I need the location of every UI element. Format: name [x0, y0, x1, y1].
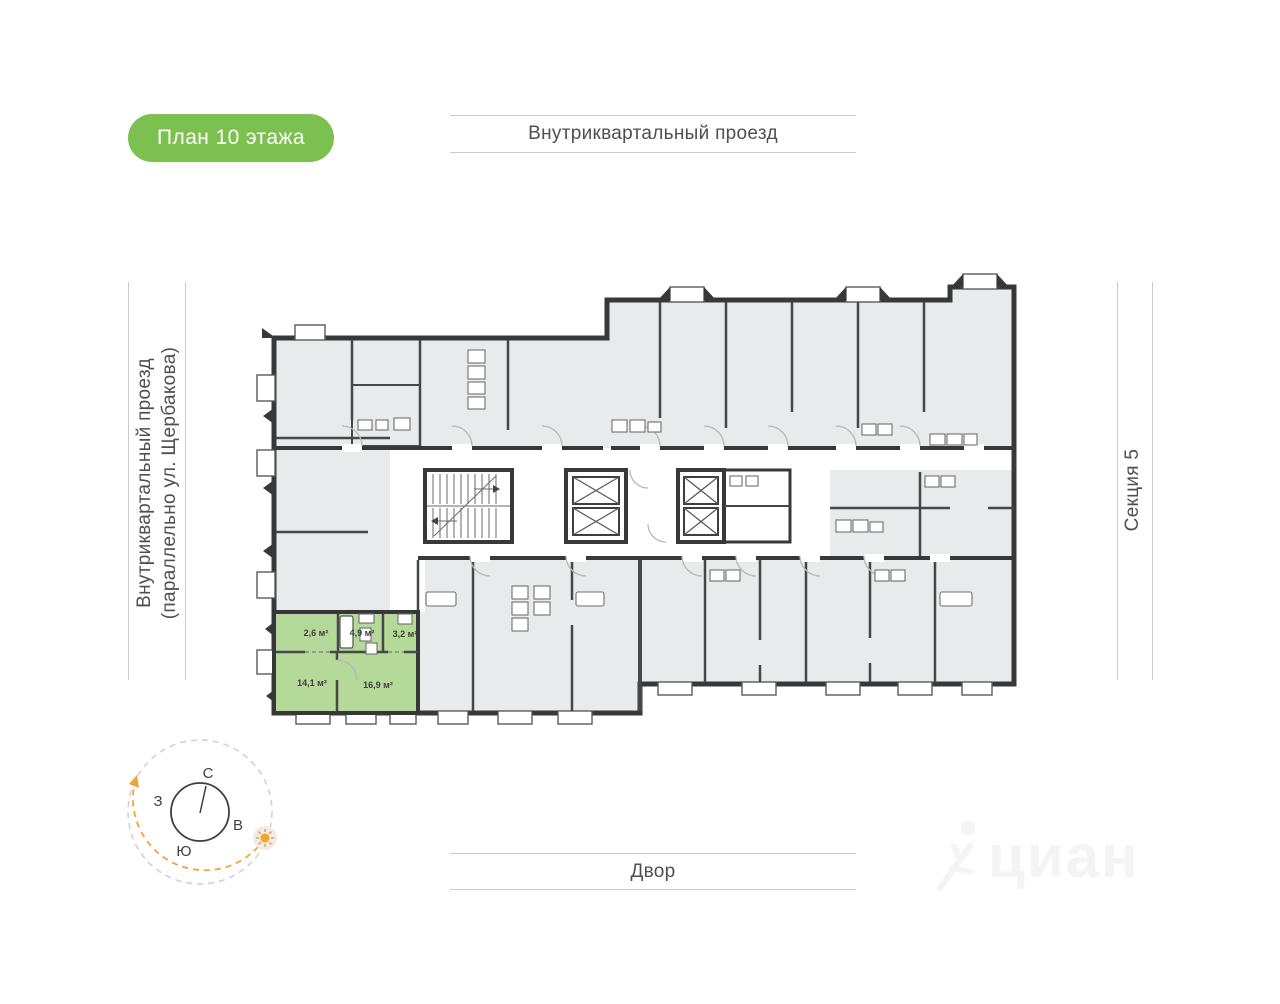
- window-sill: [742, 682, 776, 695]
- bay-window: [670, 287, 704, 302]
- window-sill: [898, 682, 932, 695]
- room-area-label: 14,1 м²: [297, 678, 327, 688]
- room-area-label: 16,9 м²: [363, 680, 393, 690]
- elevator-shaft: [684, 477, 718, 504]
- watermark-brand: циан: [988, 822, 1140, 890]
- balcony: [257, 450, 275, 476]
- balcony: [257, 572, 275, 598]
- sun-icon: [256, 829, 274, 847]
- room-area-label: 3,2 м²: [392, 629, 418, 639]
- elevator-shaft: [573, 477, 619, 504]
- compass-west: З: [153, 793, 163, 810]
- cabinet: [398, 614, 412, 624]
- balcony: [257, 375, 275, 401]
- sink: [359, 614, 374, 623]
- washer: [366, 643, 377, 654]
- left-road-text-1: Внутриквартальный проезд: [134, 358, 155, 608]
- highlighted-apartment[interactable]: [274, 612, 418, 713]
- floor-badge-label: План 10 этажа: [157, 126, 305, 149]
- elevator-shaft: [684, 508, 718, 535]
- elevator-shaft: [573, 508, 619, 535]
- room-area-label: 4,9 м²: [349, 628, 375, 638]
- bay-window: [846, 287, 880, 302]
- left-road-text-2: (параллельно ул. Щербакова): [159, 346, 180, 620]
- watermark-figure-icon: [930, 816, 988, 896]
- compass-east: В: [232, 817, 244, 834]
- watermark: [930, 816, 1139, 896]
- section-text: Секция 5: [1122, 448, 1143, 532]
- compass-south: Ю: [176, 843, 192, 860]
- window-sill: [962, 682, 992, 695]
- yard-text: Двор: [630, 860, 676, 882]
- window-sill: [498, 711, 532, 724]
- compass: [128, 740, 277, 884]
- window-sill: [558, 711, 592, 724]
- window-sill: [438, 711, 468, 724]
- top-road-text: Внутриквартальный проезд: [528, 123, 778, 144]
- window-sill: [658, 682, 692, 695]
- bay-window: [963, 274, 997, 289]
- window-sill: [826, 682, 860, 695]
- compass-north: С: [202, 765, 214, 782]
- bay-window: [295, 325, 325, 340]
- sun-path-arrow: [129, 775, 139, 788]
- room-area-label: 2,6 м²: [303, 628, 329, 638]
